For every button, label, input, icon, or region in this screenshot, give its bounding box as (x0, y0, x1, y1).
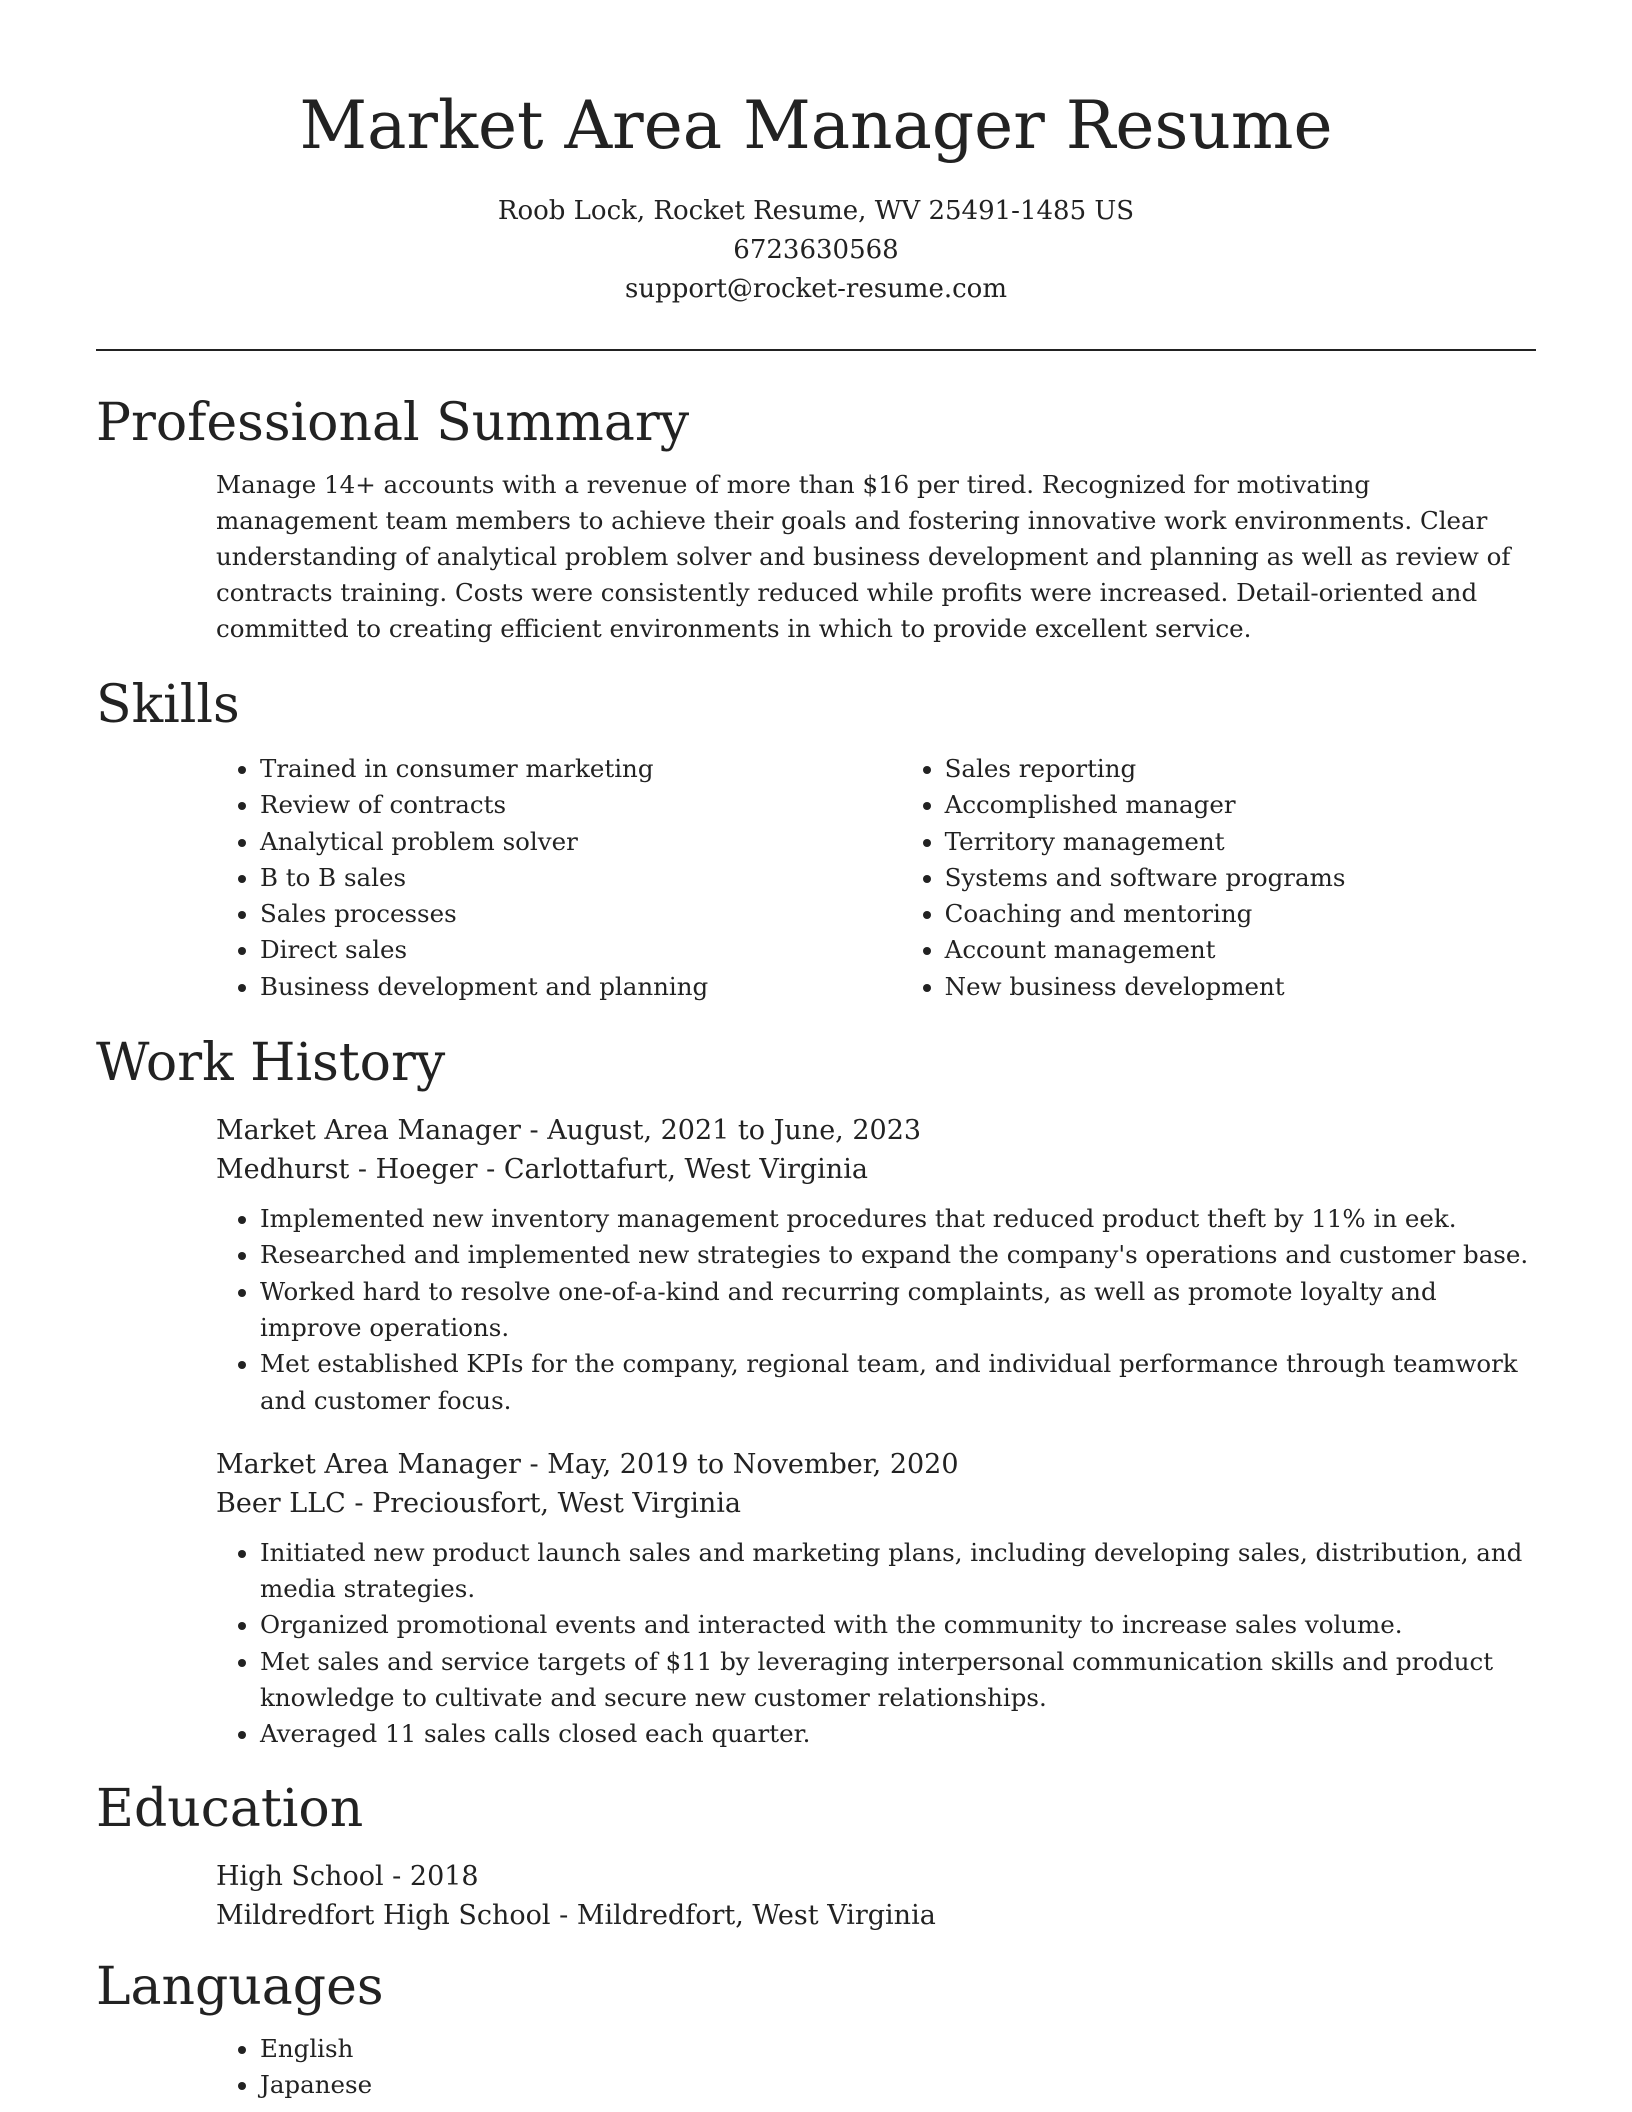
job-title: Market Area Manager (216, 1448, 521, 1480)
skill-item: • Sales processes (260, 896, 901, 932)
skill-item: • Systems and software programs (945, 860, 1536, 896)
skill-item: • Direct sales (260, 932, 901, 968)
job-bullet: • Met sales and service targets of $11 by leveraging interpersonal communication skills and product knowledge to cultivate and secure new customer relationships. (260, 1644, 1536, 1717)
education-entry (216, 1857, 1536, 1935)
job-company-line: Medhurst - Hoeger - Carlottafurt, West Virginia (216, 1154, 868, 1186)
contact-phone: 6723630568 (733, 235, 899, 265)
work-history-heading: Work History (96, 1033, 446, 1094)
skill-item: • Review of contracts (260, 787, 901, 823)
job-title: Market Area Manager (216, 1115, 521, 1147)
job-company-line: Beer LLC - Preciousfort, West Virginia (216, 1487, 742, 1519)
education-location: Mildredfort, West Virginia (576, 1899, 936, 1931)
education-degree: High School (216, 1860, 384, 1892)
job-entry (216, 1445, 1536, 1753)
skills-list-left (216, 751, 901, 1005)
language-item: • English (260, 2031, 1536, 2067)
skill-item: • Coaching and mentoring (945, 896, 1536, 932)
education-school: Mildredfort High School (216, 1899, 551, 1931)
summary-section (96, 391, 1536, 647)
languages-list (216, 2031, 1536, 2104)
skill-item: • Accomplished manager (945, 787, 1536, 823)
skill-item: • Territory management (945, 824, 1536, 860)
job-bullet: • Averaged 11 sales calls closed each quarter. (260, 1716, 1536, 1752)
skill-item: • Account management (945, 932, 1536, 968)
skill-item: • Sales reporting (945, 751, 1536, 787)
job-title-line: Market Area Manager - May, 2019 to November, 2020 (216, 1448, 959, 1480)
job-bullets (216, 1201, 1536, 1419)
job-bullet: • Organized promotional events and interacted with the community to increase sales volume. (260, 1607, 1536, 1643)
education-section (96, 1777, 1536, 1935)
header-divider (96, 349, 1536, 351)
languages-heading: Languages (96, 1956, 384, 2017)
job-location: Preciousfort, West Virginia (372, 1487, 742, 1519)
job-dates: May, 2019 to November, 2020 (547, 1448, 959, 1480)
job-bullet: • Researched and implemented new strategies to expand the company's operations and customer base. (260, 1237, 1536, 1273)
job-dates: August, 2021 to June, 2023 (547, 1115, 922, 1147)
languages-list-wrapper (216, 2031, 1536, 2104)
skill-item: • B to B sales (260, 860, 901, 896)
skill-item: • Analytical problem solver (260, 824, 901, 860)
skills-list-right (901, 751, 1536, 1005)
education-school-line: Mildredfort High School - Mildredfort, West Virginia (216, 1899, 936, 1931)
work-history-section (96, 1031, 1536, 1753)
languages-section (96, 1955, 1536, 2104)
page-title: Market Area Manager Resume (299, 87, 1333, 164)
skill-item: • Business development and planning (260, 969, 901, 1005)
job-bullet: • Met established KPIs for the company, regional team, and individual performance through teamwork and customer focus. (260, 1346, 1536, 1419)
contact-info (96, 192, 1536, 309)
job-bullets (216, 1535, 1536, 1753)
education-heading: Education (96, 1778, 364, 1839)
contact-address: Roob Lock, Rocket Resume, WV 25491-1485 US (497, 196, 1135, 226)
education-degree-line: High School - 2018 (216, 1860, 479, 1892)
job-entry (216, 1111, 1536, 1419)
contact-email: support@rocket-resume.com (624, 274, 1007, 304)
skills-section (96, 673, 1536, 1005)
skill-item: • New business development (945, 969, 1536, 1005)
education-year: 2018 (409, 1860, 479, 1892)
job-company: Medhurst - Hoeger (216, 1154, 478, 1186)
skill-item: • Trained in consumer marketing (260, 751, 901, 787)
job-company: Beer LLC (216, 1487, 346, 1519)
job-location: Carlottafurt, West Virginia (503, 1154, 868, 1186)
skills-columns (216, 751, 1536, 1005)
job-bullet: • Initiated new product launch sales and marketing plans, including developing sales, distribution, and media strategies. (260, 1535, 1536, 1608)
summary-text: Manage 14+ accounts with a revenue of more than $16 per tired. Recognized for motivating management team members to achieve their goals and fostering innovative work environments. Clear understanding of analytical problem solver and business development and planning as well as review of contracts training. Costs were consistently reduced while profits were increased. Detail-oriented and committed to creating efficient environments in which to provide excellent service. (216, 470, 1511, 643)
resume-header (96, 0, 1536, 309)
skills-heading: Skills (96, 675, 240, 735)
summary-heading: Professional Summary (96, 393, 690, 453)
job-bullet: • Worked hard to resolve one-of-a-kind and recurring complaints, as well as promote loyalty and improve operations. (260, 1274, 1536, 1347)
language-item: • Japanese (260, 2067, 1536, 2103)
job-bullet: • Implemented new inventory management procedures that reduced product theft by 11% in eek. (260, 1201, 1536, 1237)
job-title-line: Market Area Manager - August, 2021 to June, 2023 (216, 1115, 922, 1147)
